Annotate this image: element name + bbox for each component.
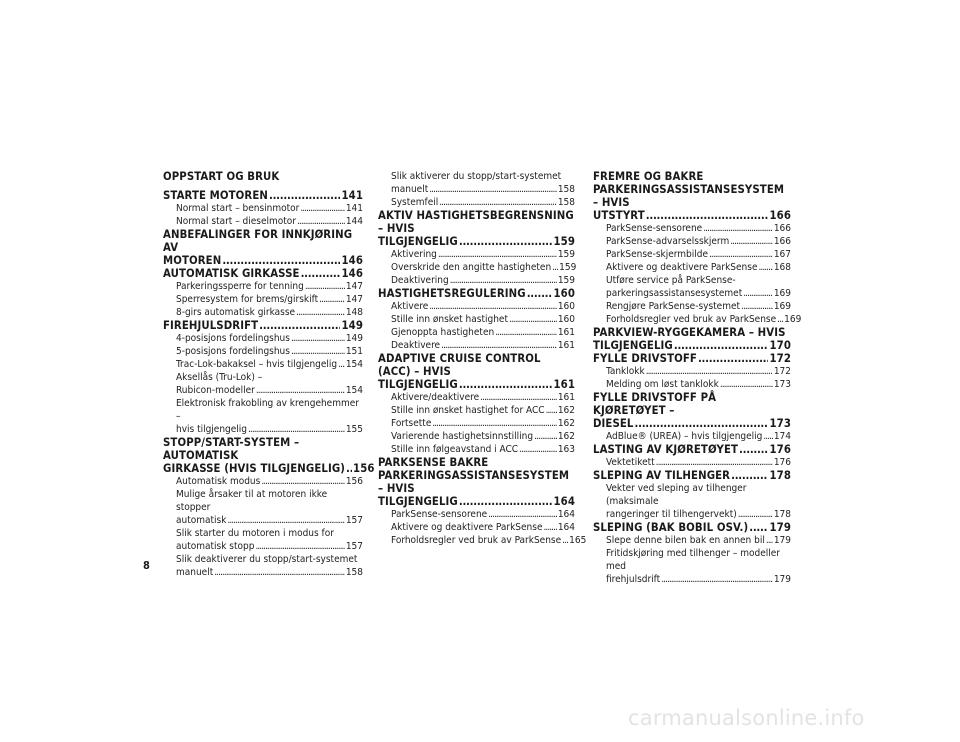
toc-entry-text: Forholdsregler ved bruk av ParkSense xyxy=(391,535,562,546)
toc-page-number: 162 xyxy=(557,418,575,429)
toc-entry-text: Stille inn ønsket hastighet xyxy=(391,314,508,325)
toc-sub-entry[interactable] xyxy=(593,313,802,326)
dot-leader xyxy=(255,540,344,553)
toc-entry-text: SLEPING AV TILHENGER xyxy=(593,469,731,482)
dot-leader xyxy=(741,300,773,313)
dot-leader xyxy=(432,417,556,430)
dot-leader xyxy=(743,287,773,300)
toc-sub-entry[interactable] xyxy=(378,521,575,534)
toc-page-number: 154 xyxy=(345,385,363,396)
toc-page-number: 160 xyxy=(557,301,575,312)
dot-leader xyxy=(429,300,557,313)
toc-heading-entry[interactable] xyxy=(163,436,375,475)
toc-sub-entry[interactable] xyxy=(593,300,791,313)
toc-entry-text: Slik starter du motoren i modus for xyxy=(176,528,334,539)
toc-page-number: 164 xyxy=(557,509,575,520)
toc-heading-entry[interactable] xyxy=(593,469,791,482)
toc-page-number: 166 xyxy=(769,209,791,222)
toc-heading-entry[interactable] xyxy=(163,267,363,280)
toc-entry-text: ParkSense-sensorene xyxy=(606,223,703,234)
toc-sub-entry[interactable] xyxy=(163,215,363,228)
toc-sub-entry[interactable] xyxy=(163,345,363,358)
toc-heading-entry[interactable] xyxy=(163,189,363,202)
toc-sub-entry[interactable] xyxy=(378,196,575,209)
dot-leader xyxy=(214,566,345,579)
toc-sub-entry[interactable] xyxy=(593,456,791,469)
toc-page-number: 141 xyxy=(345,203,363,214)
dot-leader xyxy=(656,456,773,469)
toc-page-number: 178 xyxy=(769,469,791,482)
dot-leader xyxy=(777,313,783,326)
toc-heading-entry[interactable] xyxy=(378,352,575,391)
toc-sub-entry[interactable] xyxy=(163,358,363,371)
toc-page-number: 149 xyxy=(341,319,363,332)
toc-entry-text: Fortsette xyxy=(391,418,432,429)
toc-page-number: 155 xyxy=(345,424,363,435)
toc-page-number: 162 xyxy=(557,405,575,416)
toc-page-number: 176 xyxy=(769,443,791,456)
toc-sub-entry[interactable] xyxy=(163,280,363,293)
dot-leader xyxy=(300,202,344,215)
dot-leader xyxy=(459,378,553,391)
toc-page-number: 179 xyxy=(769,521,791,534)
toc-sub-entry[interactable] xyxy=(593,222,791,235)
toc-page-number: 156 xyxy=(353,462,375,475)
toc-entry-text: Parkeringssperre for tenning xyxy=(176,281,304,292)
toc-entry-text: Utføre service på ParkSense- xyxy=(606,275,736,286)
toc-entries xyxy=(163,189,375,579)
toc-page-number: 166 xyxy=(773,223,791,234)
toc-entry-text: GIRKASSE (HVIS TILGJENGELIG) xyxy=(163,462,346,475)
dot-leader xyxy=(301,267,341,280)
toc-entry-text: Aktivering xyxy=(391,249,437,260)
toc-entry-text: Slepe denne bilen bak en annen bil xyxy=(606,535,765,546)
toc-entry-text: manuelt xyxy=(391,184,429,195)
dot-leader xyxy=(305,280,345,293)
toc-page-number: 169 xyxy=(784,314,802,325)
toc-entry-text: Vektetikett xyxy=(606,457,655,468)
toc-heading-entry[interactable] xyxy=(593,521,791,534)
toc-entry-text: LASTING AV KJØRETØYET xyxy=(593,443,739,456)
toc-heading-entry[interactable] xyxy=(593,391,791,430)
toc-sub-entry[interactable] xyxy=(593,547,791,586)
toc-page-number: 160 xyxy=(553,287,575,300)
toc-entry-text: rangeringer til tilhengervekt) xyxy=(606,509,737,520)
dot-leader xyxy=(459,495,553,508)
dot-leader xyxy=(269,189,341,202)
toc-sub-entry[interactable] xyxy=(378,430,575,443)
toc-page-number: 161 xyxy=(557,327,575,338)
toc-page-number: 162 xyxy=(557,431,575,442)
toc-page-number: 146 xyxy=(341,267,363,280)
toc-page-number: 169 xyxy=(773,288,791,299)
toc-page-number: 158 xyxy=(557,184,575,195)
toc-entry-text: Overskride den angitte hastigheten xyxy=(391,262,552,273)
toc-entry-text: Vekter ved sleping av tilhenger (maksimale xyxy=(606,483,747,507)
toc-sub-entry[interactable] xyxy=(593,261,791,274)
toc-page-number: 178 xyxy=(773,509,791,520)
toc-page-number: 179 xyxy=(773,574,791,585)
toc-entry-text: Stille inn følgeavstand i ACC xyxy=(391,444,519,455)
toc-page-number: 165 xyxy=(569,535,587,546)
toc-entry-text: Aktivere/deaktivere xyxy=(391,392,480,403)
toc-entry-text: PARKERINGSASSISTANSESYSTEM – HVIS xyxy=(593,183,785,209)
toc-sub-entry[interactable] xyxy=(163,397,363,436)
toc-entry-text: FREMRE OG BAKRE xyxy=(593,170,704,183)
dot-leader xyxy=(346,462,352,475)
toc-sub-entry[interactable] xyxy=(378,261,575,274)
toc-sub-entry[interactable] xyxy=(378,508,575,521)
toc-column-2 xyxy=(378,170,587,547)
toc-page-number: 168 xyxy=(773,262,791,273)
toc-entry-text: DIESEL xyxy=(593,417,634,430)
toc-page-number: 159 xyxy=(553,235,575,248)
toc-page-number: 170 xyxy=(769,339,791,352)
dot-leader xyxy=(709,248,773,261)
toc-heading-entry[interactable] xyxy=(378,456,575,508)
dot-leader xyxy=(731,469,768,482)
toc-page-number: 161 xyxy=(557,340,575,351)
toc-entry-text: Varierende hastighetsinnstilling xyxy=(391,431,534,442)
toc-entry-text: AKTIV HASTIGHETSBEGRENSNING – HVIS xyxy=(378,209,574,235)
toc-sub-entry[interactable] xyxy=(378,274,575,287)
toc-page-number: 179 xyxy=(773,535,791,546)
dot-leader xyxy=(439,196,557,209)
toc-sub-entry[interactable] xyxy=(163,202,363,215)
toc-heading-entry[interactable] xyxy=(163,228,363,267)
toc-entry-text: Normal start – bensinmotor xyxy=(176,203,300,214)
toc-sub-entry[interactable] xyxy=(163,488,363,527)
dot-leader xyxy=(546,404,557,417)
toc-page-number: 144 xyxy=(345,216,363,227)
toc-entry-text: Systemfeil xyxy=(391,197,439,208)
toc-entry-text: TILGJENGELIG xyxy=(378,235,458,248)
toc-entries xyxy=(378,170,587,547)
toc-entry-text: Normal start – dieselmotor xyxy=(176,216,297,227)
dot-leader xyxy=(527,287,553,300)
toc-page-number: 172 xyxy=(769,352,791,365)
toc-page-number: 161 xyxy=(557,392,575,403)
toc-sub-entry[interactable] xyxy=(593,378,791,391)
toc-entry-text: Mulige årsaker til at motoren ikke stopper xyxy=(176,489,328,513)
page-number: 8 xyxy=(143,559,150,572)
toc-column-3 xyxy=(593,170,802,586)
toc-page-number: 160 xyxy=(557,314,575,325)
toc-entry-text: PARKERINGSASSISTANSESYSTEM – HVIS xyxy=(378,469,570,495)
dot-leader xyxy=(227,514,344,527)
toc-page-number: 158 xyxy=(345,567,363,578)
toc-entry-text: 5-posisjons fordelingshus xyxy=(176,346,290,357)
toc-page-number: 156 xyxy=(345,476,363,487)
toc-sub-entry[interactable] xyxy=(163,332,363,345)
toc-heading-entry[interactable] xyxy=(593,326,791,352)
toc-entry-text: automatisk xyxy=(176,515,227,526)
toc-page-number: 148 xyxy=(345,307,363,318)
dot-leader xyxy=(749,521,768,534)
toc-entry-text: Fritidskjøring med tilhenger – modeller med xyxy=(606,548,780,572)
toc-entry-text: Rengjøre ParkSense-systemet xyxy=(606,301,741,312)
toc-entry-text: ParkSense-skjermbilde xyxy=(606,249,709,260)
toc-page-number: 163 xyxy=(557,444,575,455)
toc-page-number: 174 xyxy=(773,431,791,442)
toc-page-number: 173 xyxy=(769,417,791,430)
toc-entry-text: Gjenoppta hastigheten xyxy=(391,327,495,338)
dot-leader xyxy=(495,326,557,339)
dot-leader xyxy=(450,274,557,287)
toc-page-number: 166 xyxy=(773,236,791,247)
toc-page-number: 149 xyxy=(345,333,363,344)
dot-leader xyxy=(635,417,769,430)
dot-leader xyxy=(720,378,773,391)
dot-leader xyxy=(509,313,557,326)
dot-leader xyxy=(519,443,557,456)
dot-leader xyxy=(766,534,773,547)
toc-sub-entry[interactable] xyxy=(593,235,791,248)
dot-leader xyxy=(438,248,557,261)
toc-sub-entry[interactable] xyxy=(593,430,791,443)
dot-leader xyxy=(248,423,345,436)
dot-leader xyxy=(256,384,345,397)
dot-leader xyxy=(738,508,773,521)
toc-entry-text: parkeringsassistansesystemet xyxy=(606,288,743,299)
toc-entry-text: PARKSENSE BAKRE xyxy=(378,456,489,469)
dot-leader xyxy=(441,339,557,352)
toc-sub-entry[interactable] xyxy=(163,293,363,306)
toc-sub-entry[interactable] xyxy=(378,313,575,326)
toc-page-number: 157 xyxy=(345,515,363,526)
toc-entry-text: TILGJENGELIG xyxy=(378,495,458,508)
dot-leader xyxy=(698,352,769,365)
toc-entry-text: ParkSense-sensorene xyxy=(391,509,488,520)
dot-leader xyxy=(763,430,772,443)
toc-page-number: 159 xyxy=(557,275,575,286)
toc-entry-text: Melding om løst tanklokk xyxy=(606,379,719,390)
toc-heading-entry[interactable] xyxy=(593,170,791,222)
dot-leader xyxy=(759,261,773,274)
dot-leader xyxy=(429,183,557,196)
toc-entry-text: hvis tilgjengelig xyxy=(176,424,248,435)
dot-leader xyxy=(739,443,768,456)
toc-sub-entry[interactable] xyxy=(378,170,575,196)
toc-page-number: 151 xyxy=(345,346,363,357)
dot-leader xyxy=(261,475,345,488)
dot-leader xyxy=(544,521,557,534)
toc-entry-text: ParkSense-advarselsskjerm xyxy=(606,236,730,247)
watermark: carmanualsonline.info xyxy=(628,706,865,730)
toc-entry-text: PARKVIEW-RYGGEKAMERA – HVIS xyxy=(593,326,786,339)
dot-leader xyxy=(459,235,553,248)
toc-entry-text: firehjulsdrift xyxy=(606,574,661,585)
toc-sub-entry[interactable] xyxy=(378,300,575,313)
toc-sub-entry[interactable] xyxy=(378,417,575,430)
dot-leader xyxy=(291,345,345,358)
toc-entry-text: Elektronisk frakobling av krengehemmer – xyxy=(176,398,359,422)
dot-leader xyxy=(222,254,340,267)
toc-entry-text: 4-posisjons fordelingshus xyxy=(176,333,290,344)
toc-entry-text: FYLLE DRIVSTOFF PÅ KJØRETØYET – xyxy=(593,391,717,417)
dot-leader xyxy=(730,235,773,248)
toc-entry-text: Slik aktiverer du stopp/start-systemet xyxy=(391,171,562,182)
toc-heading-entry[interactable] xyxy=(378,287,575,300)
toc-page-number: 172 xyxy=(773,366,791,377)
dot-leader xyxy=(291,332,345,345)
toc-sub-entry[interactable] xyxy=(593,365,791,378)
toc-page-number: 159 xyxy=(557,249,575,260)
toc-page-number: 159 xyxy=(559,262,577,273)
toc-entry-text: MOTOREN xyxy=(163,254,222,267)
dot-leader xyxy=(488,508,557,521)
toc-entry-text: Automatisk modus xyxy=(176,476,261,487)
toc-entry-text: manuelt xyxy=(176,567,214,578)
toc-sub-entry[interactable] xyxy=(378,404,575,417)
dot-leader xyxy=(534,430,557,443)
toc-entry-text: Tanklokk xyxy=(606,366,645,377)
dot-leader xyxy=(703,222,773,235)
toc-entry-text: ADAPTIVE CRUISE CONTROL (ACC) – HVIS xyxy=(378,352,541,378)
toc-sub-entry[interactable] xyxy=(378,534,587,547)
toc-sub-entry[interactable] xyxy=(593,482,791,521)
toc-page-number: 141 xyxy=(341,189,363,202)
toc-entry-text: Aktivere og deaktivere ParkSense xyxy=(606,262,758,273)
toc-entry-text: Deaktivere xyxy=(391,340,441,351)
toc-entry-text: Sperresystem for brems/girskift xyxy=(176,294,319,305)
toc-entry-text: TILGJENGELIG xyxy=(378,378,458,391)
toc-entry-text: Aktivere xyxy=(391,301,429,312)
toc-entry-text: HASTIGHETSREGULERING xyxy=(378,287,526,300)
dot-leader xyxy=(552,261,558,274)
toc-entry-text: FYLLE DRIVSTOFF xyxy=(593,352,697,365)
dot-leader xyxy=(338,358,345,371)
toc-heading-entry[interactable] xyxy=(593,352,791,365)
dot-leader xyxy=(259,319,340,332)
toc-sub-entry[interactable] xyxy=(593,534,791,547)
toc-entry-text: FIREHJULSDRIFT xyxy=(163,319,259,332)
toc-entry-text: SLEPING (BAK BOBIL OSV.) xyxy=(593,521,749,534)
toc-entry-text: Stille inn ønsket hastighet for ACC xyxy=(391,405,545,416)
toc-sub-entry[interactable] xyxy=(378,443,575,456)
toc-entry-text: ANBEFALINGER FOR INNKJØRING AV xyxy=(163,228,353,254)
toc-page-number: 167 xyxy=(773,249,791,260)
toc-page-number: 157 xyxy=(345,541,363,552)
toc-page-number: 158 xyxy=(557,197,575,208)
toc-page-number: 146 xyxy=(341,254,363,267)
toc-entry-text: TILGJENGELIG xyxy=(593,339,673,352)
toc-page-number: 173 xyxy=(773,379,791,390)
toc-page-number: 161 xyxy=(553,378,575,391)
dot-leader xyxy=(297,215,345,228)
dot-leader xyxy=(646,365,773,378)
dot-leader xyxy=(562,534,568,547)
toc-page-number: 147 xyxy=(345,294,363,305)
toc-sub-entry[interactable] xyxy=(163,553,363,579)
toc-sub-entry[interactable] xyxy=(163,527,363,553)
toc-sub-entry[interactable] xyxy=(378,339,575,352)
toc-entry-text: Rubicon-modeller xyxy=(176,385,255,396)
dot-leader xyxy=(646,209,769,222)
toc-sub-entry[interactable] xyxy=(163,306,363,319)
toc-entry-text: Trac-Lok-bakaksel – hvis tilgjengelig xyxy=(176,359,338,370)
toc-entry-text: STARTE MOTOREN xyxy=(163,189,268,202)
toc-entry-text: Aksellås (Tru-Lok) – xyxy=(176,372,263,383)
toc-entry-text: UTSTYRT xyxy=(593,209,645,222)
toc-page-number: 164 xyxy=(553,495,575,508)
toc-entry-text: AUTOMATISK GIRKASSE xyxy=(163,267,300,280)
toc-sub-entry[interactable] xyxy=(378,326,575,339)
toc-sub-entry[interactable] xyxy=(378,391,575,404)
toc-heading-entry[interactable] xyxy=(593,443,791,456)
dot-leader xyxy=(319,293,345,306)
dot-leader xyxy=(661,573,773,586)
toc-heading-entry[interactable] xyxy=(163,319,363,332)
dot-leader xyxy=(480,391,557,404)
toc-entry-text: Deaktivering xyxy=(391,275,449,286)
toc-page-number: 147 xyxy=(345,281,363,292)
toc-sub-entry[interactable] xyxy=(163,475,363,488)
toc-page-number: 169 xyxy=(773,301,791,312)
toc-heading-entry[interactable] xyxy=(378,209,575,248)
toc-page-number: 176 xyxy=(773,457,791,468)
section-title: OPPSTART OG BRUK xyxy=(163,170,280,183)
toc-sub-entry[interactable] xyxy=(163,371,363,397)
dot-leader xyxy=(296,306,345,319)
toc-entry-text: Aktivere og deaktivere ParkSense xyxy=(391,522,543,533)
toc-sub-entry[interactable] xyxy=(593,274,791,300)
toc-entry-text: STOPP/START-SYSTEM – AUTOMATISK xyxy=(163,436,300,462)
toc-entries xyxy=(593,170,802,586)
toc-page-number: 154 xyxy=(345,359,363,370)
toc-entry-text: automatisk stopp xyxy=(176,541,255,552)
toc-page-number: 164 xyxy=(557,522,575,533)
dot-leader xyxy=(674,339,769,352)
toc-column-1 xyxy=(163,170,375,579)
toc-entry-text: 8-girs automatisk girkasse xyxy=(176,307,296,318)
toc-entry-text: Slik deaktiverer du stopp/start-systemet xyxy=(176,554,358,565)
toc-entry-text: AdBlue® (UREA) – hvis tilgjengelig xyxy=(606,431,763,442)
toc-sub-entry[interactable] xyxy=(378,248,575,261)
toc-entry-text: Forholdsregler ved bruk av ParkSense xyxy=(606,314,777,325)
toc-sub-entry[interactable] xyxy=(593,248,791,261)
